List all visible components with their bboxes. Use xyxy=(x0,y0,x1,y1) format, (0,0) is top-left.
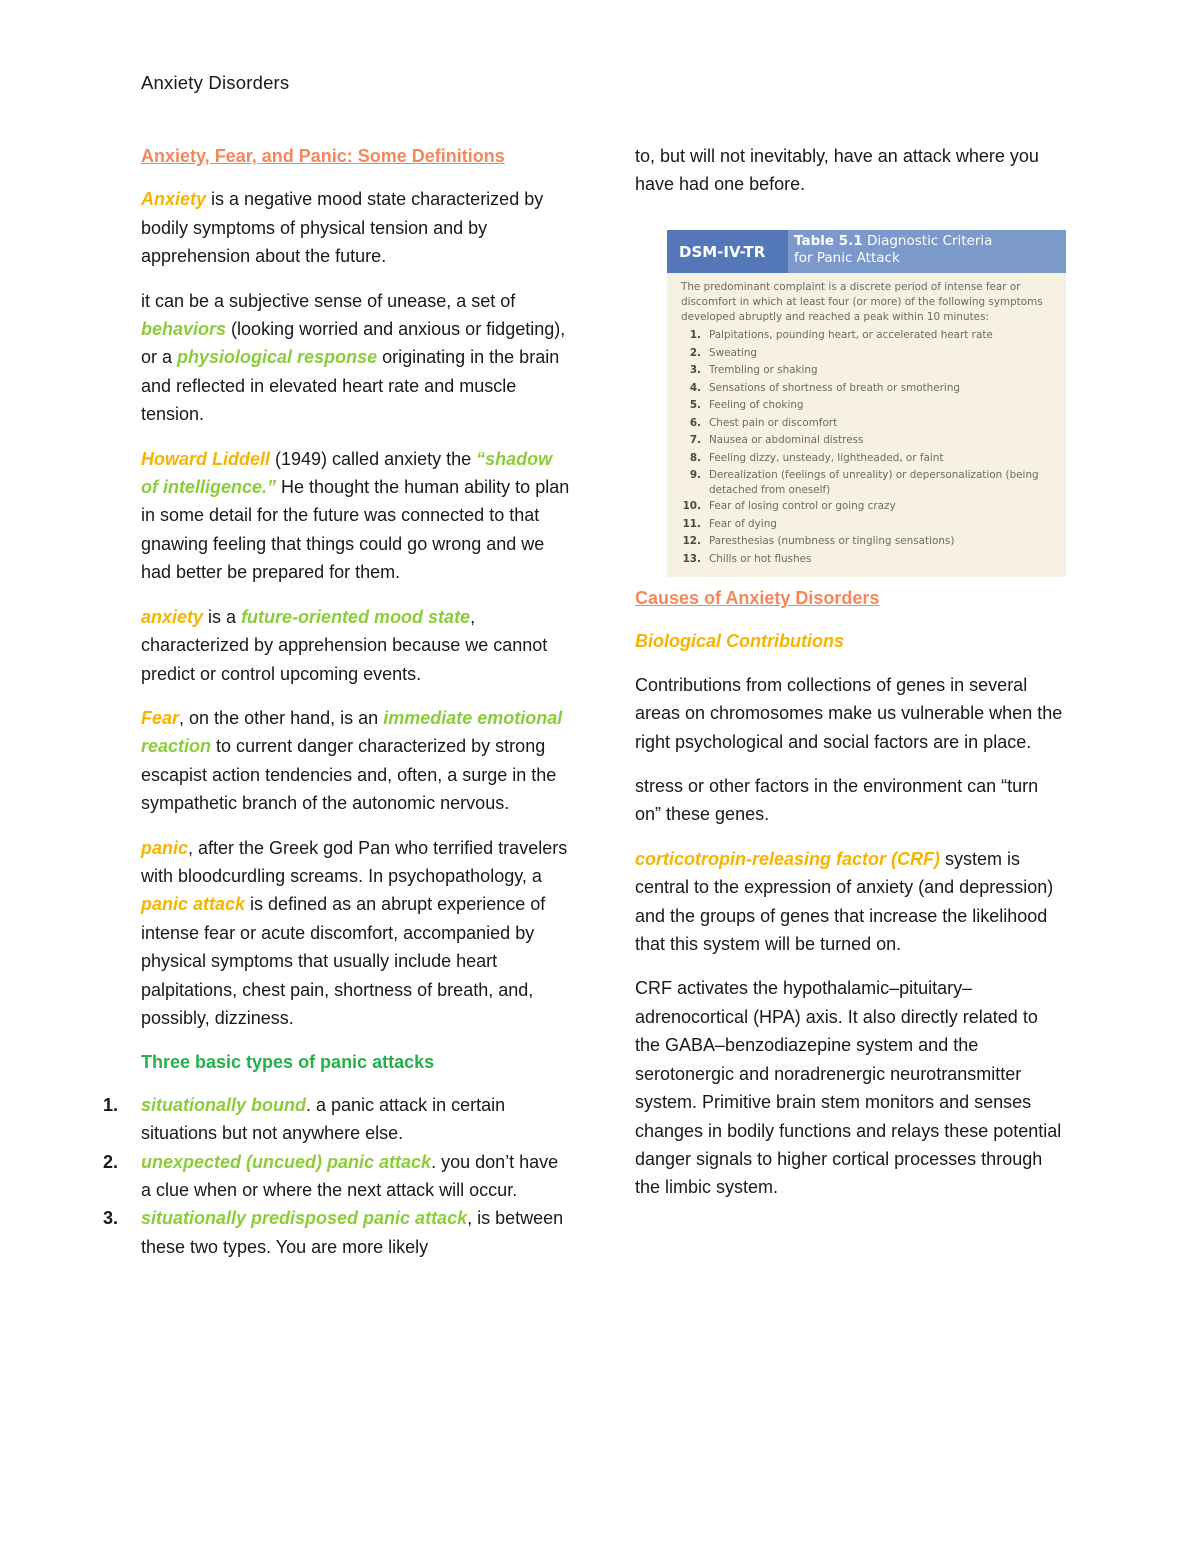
definitions-heading: Anxiety, Fear, and Panic: Some Definitions xyxy=(141,146,505,166)
criterion-text: Feeling dizzy, unsteady, lightheaded, or faint xyxy=(709,451,944,464)
dsm-criterion xyxy=(681,397,1050,415)
dsm-criterion xyxy=(681,551,1050,569)
keyword-fear: Fear xyxy=(141,707,180,728)
text-span: it can be a subjective sense of unease, a set of xyxy=(141,290,516,311)
text-span: . a panic attack in certain situations but not anywhere else. xyxy=(141,1094,506,1144)
text-span: , characterized by apprehension because we cannot predict or control upcoming events. xyxy=(141,606,548,684)
keyword-panic: panic xyxy=(141,837,189,858)
criterion-text: Nausea or abdominal distress xyxy=(709,434,864,446)
keyword-future-oriented-mood-state: future-oriented mood state xyxy=(241,606,471,627)
text-span: He thought the human ability to plan in some detail for the future was connected to that gnawing feeling that things could go wrong and we had better be prepared for them. xyxy=(141,477,570,583)
list-item xyxy=(103,1148,571,1205)
fear-paragraph xyxy=(141,704,571,818)
criterion-number: 8. xyxy=(689,451,701,464)
text-span: is a negative mood state characterized by bodily symptoms of physical tension and by apprehension about the future. xyxy=(141,189,544,267)
hpa-paragraph: CRF activates the hypothalamic–pituitary–adrenocortical (HPA) axis. It also directly related to the GABA–benzodiazepine system and the serotonergic and noradrenergic neurotransmitter system. Primitive brain stem monitors and senses changes in bodily functions and relays these potential danger signals to higher cortical processes through the limbic system. xyxy=(635,978,1062,1198)
dsm-criterion xyxy=(681,327,1050,345)
keyword-situationally-predisposed: situationally predisposed panic attack xyxy=(141,1208,468,1229)
dsm-criterion xyxy=(681,345,1050,363)
dsm-criterion xyxy=(681,415,1050,433)
list-number: 1. xyxy=(103,1094,119,1115)
dsm-table-number: Table 5.1 xyxy=(794,233,863,249)
dsm-table-image xyxy=(667,230,1066,577)
criterion-number: 10. xyxy=(682,500,701,512)
criterion-text: Fear of dying xyxy=(709,517,777,530)
dsm-criterion xyxy=(681,380,1050,398)
criterion-number: 1. xyxy=(689,329,701,341)
criterion-text: Sensations of shortness of breath or smothering xyxy=(709,381,960,394)
right-column xyxy=(635,142,1065,215)
page-header-title: Anxiety Disorders xyxy=(141,72,290,93)
dsm-criterion xyxy=(681,467,1050,498)
list-number: 2. xyxy=(103,1151,119,1172)
panic-types-heading: Three basic types of panic attacks xyxy=(141,1052,435,1073)
dsm-criterion xyxy=(681,498,1050,516)
keyword-howard-liddell: Howard Liddell xyxy=(141,448,271,469)
dsm-table-body xyxy=(667,273,1066,568)
dsm-table-title xyxy=(788,230,992,273)
dsm-title-line2: for Panic Attack xyxy=(794,250,900,266)
text-span: (1949) called anxiety the xyxy=(270,448,477,469)
biological-contributions-heading: Biological Contributions xyxy=(635,631,844,652)
criterion-text: Feeling of choking xyxy=(709,399,804,411)
text-span: to current danger characterized by strong escapist action tendencies and, often, a surge in the sympathetic branch of the autonomic nervous. xyxy=(141,736,557,814)
keyword-unexpected-panic-attack: unexpected (uncued) panic attack xyxy=(141,1151,432,1172)
criterion-text: Fear of losing control or going crazy xyxy=(709,500,896,512)
text-span: . you don’t have a clue when or where the next attack will occur. xyxy=(141,1151,559,1200)
criterion-number: 13. xyxy=(682,552,701,565)
criterion-number: 9. xyxy=(689,469,701,481)
criterion-number: 7. xyxy=(689,434,701,446)
panic-types-list xyxy=(103,1091,571,1261)
dsm-intro-text: The predominant complaint is a discrete period of intense fear or discomfort in which at least four (or more) of the following symptoms developed abruptly and reached a peak within 10 minutes: xyxy=(681,281,1043,323)
left-column xyxy=(103,142,571,1261)
criterion-number: 5. xyxy=(689,399,701,411)
dsm-criterion xyxy=(681,533,1050,551)
causes-heading: Causes of Anxiety Disorders xyxy=(635,588,880,608)
criterion-number: 3. xyxy=(689,364,701,376)
criterion-text: Derealization (feelings of unreality) or depersonalization (being detached from oneself) xyxy=(709,469,1039,496)
keyword-panic-attack: panic attack xyxy=(141,894,246,915)
keyword-situationally-bound: situationally bound xyxy=(141,1094,306,1115)
unease-paragraph xyxy=(141,287,571,429)
text-span: is a xyxy=(203,606,242,627)
text-span: (looking worried and anxious or fidgeting), or a xyxy=(141,319,566,368)
criterion-number: 6. xyxy=(689,416,701,429)
text-span: , after the Greek god Pan who terrified travelers with bloodcurdling screams. In psychopathology, a xyxy=(141,837,568,886)
criterion-text: Chills or hot flushes xyxy=(709,552,812,565)
criterion-number: 2. xyxy=(689,346,701,359)
criterion-number: 4. xyxy=(689,381,701,394)
right-column-lower xyxy=(635,584,1065,1218)
criterion-text: Paresthesias (numbness or tingling sensations) xyxy=(709,535,955,547)
genes-paragraph: Contributions from collections of genes in several areas on chromosomes make us vulnerable when the right psychological and social factors are in place. xyxy=(635,674,1063,752)
keyword-anxiety-lower: anxiety xyxy=(141,606,204,627)
keyword-behaviors: behaviors xyxy=(141,319,227,340)
keyword-immediate-emotional-reaction: immediate emotional reaction xyxy=(141,707,563,757)
text-span: system is central to the expression of anxiety (and depression) and the groups of genes that increase the likelihood that this system will be turned on. xyxy=(635,848,1054,955)
keyword-shadow-of-intelligence: “shadow of intelligence.” xyxy=(141,448,553,498)
dsm-badge: DSM-IV-TR xyxy=(667,230,788,273)
dsm-criterion xyxy=(681,362,1050,380)
keyword-physiological-response: physiological response xyxy=(177,347,378,368)
text-span: , is between these two types. You are more likely xyxy=(141,1208,564,1257)
continuation-paragraph: to, but will not inevitably, have an attack where you have had one before. xyxy=(635,146,1039,195)
text-span: , on the other hand, is an xyxy=(179,707,384,728)
text-span: originating in the brain and reflected in elevated heart rate and muscle tension. xyxy=(141,347,560,425)
text-span: is defined as an abrupt experience of intense fear or acute discomfort, accompanied by physical symptoms that usually include heart palpitations, chest pain, shortness of breath, and, possibly, dizziness. xyxy=(141,894,546,1028)
criterion-number: 12. xyxy=(682,535,701,547)
crf-paragraph xyxy=(635,845,1065,959)
dsm-criterion xyxy=(681,432,1050,450)
keyword-anxiety: Anxiety xyxy=(141,189,207,210)
criterion-text: Trembling or shaking xyxy=(709,364,818,376)
dsm-title-line1: Diagnostic Criteria xyxy=(866,233,993,249)
liddell-paragraph xyxy=(141,445,571,587)
criterion-text: Palpitations, pounding heart, or accelerated heart rate xyxy=(709,329,993,341)
keyword-crf: corticotropin-releasing factor (CRF) xyxy=(635,848,941,869)
dsm-criterion xyxy=(681,516,1050,534)
future-oriented-paragraph xyxy=(141,603,571,688)
criterion-text: Chest pain or discomfort xyxy=(709,416,838,429)
list-number: 3. xyxy=(103,1208,119,1229)
list-item xyxy=(103,1204,571,1261)
dsm-table-header xyxy=(667,230,1066,273)
list-item xyxy=(103,1091,571,1148)
stress-paragraph: stress or other factors in the environment can “turn on” these genes. xyxy=(635,776,1039,825)
dsm-criterion xyxy=(681,450,1050,468)
anxiety-definition-paragraph xyxy=(141,185,571,270)
criterion-text: Sweating xyxy=(709,346,757,359)
criterion-number: 11. xyxy=(682,517,701,530)
panic-paragraph xyxy=(141,834,571,1033)
